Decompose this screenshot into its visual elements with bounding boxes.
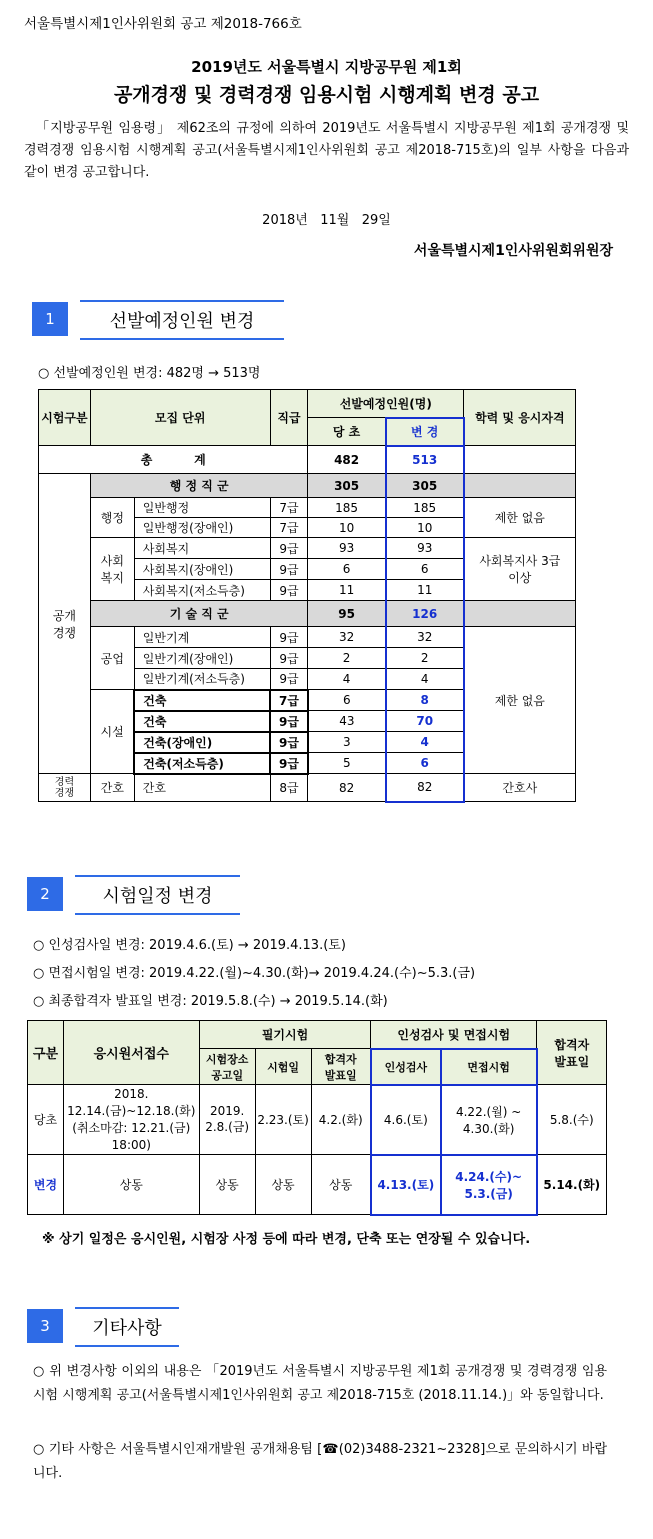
orig-final: 5.8.(수): [537, 1085, 607, 1155]
welfare-grade-2: 9급: [270, 580, 308, 601]
h-personality: 인성검사: [371, 1049, 441, 1085]
industry-label: 공업: [90, 627, 134, 690]
h-application: 응시원서접수: [63, 1021, 199, 1085]
welfare-grade-1: 9급: [270, 559, 308, 580]
h-division: 구분: [28, 1021, 64, 1085]
notice-number: 서울특별시제1인사위원회 공고 제2018-766호: [24, 16, 302, 32]
facility-grade-3: 9급: [270, 753, 308, 774]
admin-grade-1: 7급: [270, 518, 308, 538]
h-quota: 선발예정인원(명): [308, 390, 464, 418]
issuer: 서울특별시제1인사위원회위원장: [413, 243, 613, 259]
orig-interview: 4.22.(월) ~ 4.30.(화): [441, 1085, 537, 1155]
industry-unit-1: 일반기계(장애인): [134, 648, 270, 669]
changed-interview: 4.24.(수)~ 5.3.(금): [441, 1155, 537, 1215]
welfare-qualification: 사회복지사 3급 이상: [464, 538, 576, 601]
facility-orig-2: 3: [308, 732, 386, 753]
industry-changed-0: 32: [386, 627, 464, 648]
facility-changed-2: 4: [386, 732, 464, 753]
orig-label: 당초: [28, 1085, 64, 1155]
career-sub: 간호: [90, 774, 134, 802]
section-3-title: 기타사항: [75, 1307, 179, 1347]
section-2-bullet-0: ○ 인성검사일 변경: 2019.4.6.(토) → 2019.4.13.(토): [33, 938, 346, 953]
career-qualification: 간호사: [464, 774, 576, 802]
changed-venue: 상동: [199, 1155, 255, 1215]
section-3-bullet-2: ○ 기타 사항은 서울특별시인재개발원 공개채용팀 [☎(02)3488-2321~2328]으로 문의하시기 바랍니다.: [33, 1442, 607, 1481]
admin-grade-0: 7급: [270, 498, 308, 518]
h-exam-type: 시험구분: [39, 390, 91, 446]
facility-orig-0: 6: [308, 690, 386, 711]
welfare-changed-1: 6: [386, 559, 464, 580]
facility-label: 시설: [90, 690, 134, 774]
changed-examday: 상동: [255, 1155, 311, 1215]
schedule-note: ※ 상기 일정은 응시인원, 시험장 사정 등에 따라 변경, 단축 또는 연장될 수 있습니다.: [42, 1232, 531, 1247]
industry-changed-2: 4: [386, 669, 464, 690]
admin-changed-0: 185: [386, 498, 464, 518]
industry-orig-2: 4: [308, 669, 386, 690]
admin-original: 305: [308, 474, 386, 498]
total-label: 총 계: [39, 446, 308, 474]
admin-unit-0: 일반행정: [134, 498, 270, 518]
section-3-number: 3: [27, 1309, 63, 1343]
admin-changed-1: 10: [386, 518, 464, 538]
title-line-2: 공개경쟁 및 경력경쟁 임용시험 시행계획 변경 공고: [113, 84, 540, 106]
tech-changed: 126: [386, 601, 464, 627]
industry-grade-2: 9급: [270, 669, 308, 690]
facility-unit-1: 건축: [134, 711, 270, 732]
career-unit: 간호: [134, 774, 270, 802]
admin-group: 행 정 직 군: [90, 474, 308, 498]
welfare-changed-0: 93: [386, 538, 464, 559]
facility-changed-1: 70: [386, 711, 464, 732]
orig-apply: 2018. 12.14.(금)~12.18.(화) (취소마감: 12.21.(금) 18:00): [63, 1085, 199, 1155]
welfare-changed-2: 11: [386, 580, 464, 601]
facility-grade-2: 9급: [270, 732, 308, 753]
facility-changed-3: 6: [386, 753, 464, 774]
facility-unit-3: 건축(저소득층): [134, 753, 270, 774]
facility-changed-0: 8: [386, 690, 464, 711]
admin-qualification: 제한 없음: [464, 498, 576, 538]
open-competition-label: 공개 경쟁: [39, 474, 91, 774]
tech-qual: [464, 601, 576, 627]
welfare-label: 사회 복지: [90, 538, 134, 601]
h-recruit-unit: 모집 단위: [90, 390, 270, 446]
changed-apply: 상동: [63, 1155, 199, 1215]
career-grade: 8급: [270, 774, 308, 802]
changed-pass: 상동: [311, 1155, 371, 1215]
welfare-orig-1: 6: [308, 559, 386, 580]
section-1-bullet: ○ 선발예정인원 변경: 482명 → 513명: [38, 366, 261, 381]
tech-group: 기 술 직 군: [90, 601, 308, 627]
h-pass-announce: 합격자 발표일: [311, 1049, 371, 1085]
h-interview-group: 인성검사 및 면접시험: [371, 1021, 537, 1049]
admin-changed: 305: [386, 474, 464, 498]
welfare-unit-0: 사회복지: [134, 538, 270, 559]
industry-orig-0: 32: [308, 627, 386, 648]
schedule-table: [27, 1020, 607, 1216]
facility-grade-1: 9급: [270, 711, 308, 732]
admin-label: 행정: [90, 498, 134, 538]
industry-unit-2: 일반기계(저소득층): [134, 669, 270, 690]
h-interview: 면접시험: [441, 1049, 537, 1085]
welfare-unit-2: 사회복지(저소득층): [134, 580, 270, 601]
welfare-grade-0: 9급: [270, 538, 308, 559]
changed-label: 변경: [28, 1155, 64, 1215]
career-changed: 82: [386, 774, 464, 802]
industry-grade-0: 9급: [270, 627, 308, 648]
career-competition-label: 경력 경쟁: [39, 774, 91, 802]
industry-orig-1: 2: [308, 648, 386, 669]
facility-unit-2: 건축(장애인): [134, 732, 270, 753]
h-final-announce: 합격자 발표일: [537, 1021, 607, 1085]
career-orig: 82: [308, 774, 386, 802]
industry-grade-1: 9급: [270, 648, 308, 669]
welfare-orig-0: 93: [308, 538, 386, 559]
section-2-bullet-1: ○ 면접시험일 변경: 2019.4.22.(월)~4.30.(화)→ 2019.4.24.(수)~5.3.(금): [33, 966, 476, 981]
h-exam-day: 시험일: [255, 1049, 311, 1085]
industry-changed-1: 2: [386, 648, 464, 669]
intro-paragraph: 「지방공무원 임용령」 제62조의 규정에 의하여 2019년도 서울특별시 지방공무원 제1회 공개경쟁 및 경력경쟁 임용시험 시행계획 공고(서울특별시제1인사위원회 공고 제2018-715호)의 일부 사항을 다음과 같이 변경 공고합니다.: [24, 121, 629, 180]
orig-venue: 2019. 2.8.(금): [199, 1085, 255, 1155]
tech-original: 95: [308, 601, 386, 627]
orig-personality: 4.6.(토): [371, 1085, 441, 1155]
facility-grade-0: 7급: [270, 690, 308, 711]
facility-orig-1: 43: [308, 711, 386, 732]
section-1-number: 1: [32, 302, 68, 336]
orig-examday: 2.23.(토): [255, 1085, 311, 1155]
facility-orig-3: 5: [308, 753, 386, 774]
quota-table: [38, 389, 576, 803]
title-line-1: 2019년도 서울특별시 지방공무원 제1회: [191, 58, 462, 76]
admin-unit-1: 일반행정(장애인): [134, 518, 270, 538]
section-3-bullet-1: ○ 위 변경사항 이외의 내용은 「2019년도 서울특별시 지방공무원 제1회 공개경쟁 및 경력경쟁 임용시험 시행계획 공고(서울특별시제1인사위원회 공고 제2018-715호 (2018.11.14.)」와 동일합니다.: [33, 1364, 607, 1403]
facility-unit-0: 건축: [134, 690, 270, 711]
h-qualification: 학력 및 응시자격: [464, 390, 576, 446]
section-2-title: 시험일정 변경: [75, 875, 240, 915]
changed-personality: 4.13.(토): [371, 1155, 441, 1215]
total-original: 482: [308, 446, 386, 474]
orig-pass: 4.2.(화): [311, 1085, 371, 1155]
h-changed: 변 경: [386, 418, 464, 446]
section-2-number: 2: [27, 877, 63, 911]
industry-unit-0: 일반기계: [134, 627, 270, 648]
admin-orig-0: 185: [308, 498, 386, 518]
h-written-exam: 필기시험: [199, 1021, 371, 1049]
section-2-bullet-2: ○ 최종합격자 발표일 변경: 2019.5.8.(수) → 2019.5.14.(화): [33, 994, 388, 1009]
total-changed: 513: [386, 446, 464, 474]
h-grade: 직급: [270, 390, 308, 446]
h-venue-notice: 시험장소 공고일: [199, 1049, 255, 1085]
welfare-unit-1: 사회복지(장애인): [134, 559, 270, 580]
h-original: 당 초: [308, 418, 386, 446]
welfare-orig-2: 11: [308, 580, 386, 601]
admin-qual: [464, 474, 576, 498]
admin-orig-1: 10: [308, 518, 386, 538]
changed-final: 5.14.(화): [537, 1155, 607, 1215]
total-qual: [464, 446, 576, 474]
tech-qualification: 제한 없음: [464, 627, 576, 774]
notice-date: 2018년 11월 29일: [262, 213, 391, 228]
section-1-title: 선발예정인원 변경: [80, 300, 284, 340]
